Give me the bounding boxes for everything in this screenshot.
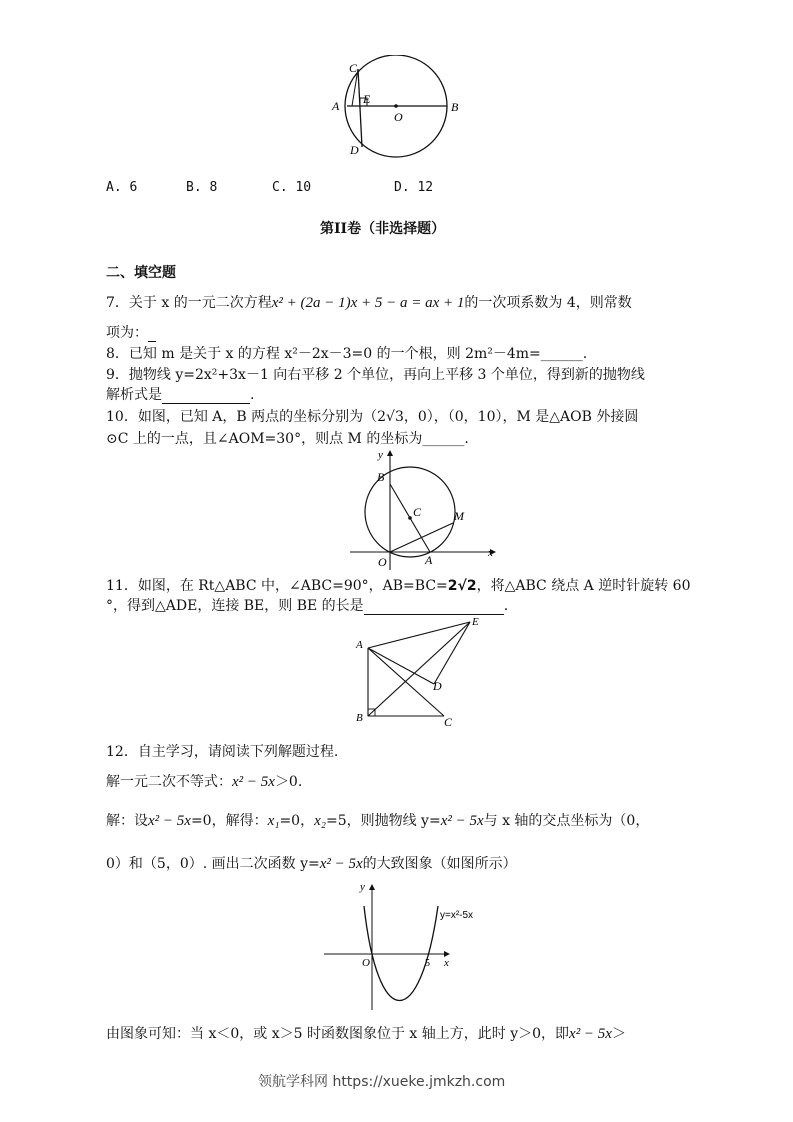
q12-l2-math4: x² − 5x: [440, 813, 484, 829]
q7-answer-blank: [148, 327, 156, 342]
q7-line2-text: 项为：: [106, 325, 148, 341]
fig4-label-o: O: [362, 957, 370, 969]
q7-post: 的一次项系数为 4，则常数: [464, 295, 632, 311]
q12-l2-math2: x₁: [267, 813, 280, 829]
choice-c: C. 10: [272, 180, 312, 195]
fig1-label-a: A: [332, 99, 340, 113]
q12-line3: [106, 855, 517, 873]
q10-line1: 10．如图，已知 A，B 两点的坐标分别为（2√3，0），（0，10），M 是△AOB 外接圆: [106, 409, 639, 425]
fig3-label-e: E: [472, 616, 479, 628]
footer-watermark: 领航学科网 https://xueke.jmkzh.com: [258, 1074, 506, 1090]
q12-l4-math: x² − 5x: [569, 1026, 612, 1042]
q12-l4-a: 由图象可知：当 x＜0，或 x＞5 时函数图象位于 x 轴上方，此时 y＞0，即: [106, 1026, 570, 1042]
part-heading: 二、填空题: [106, 265, 176, 281]
q11-line2-text: °，得到△ADE，连接 BE，则 BE 的长是: [106, 598, 364, 614]
fig4-label-equation: y=x²-5x: [440, 910, 474, 921]
fig2-label-c: C: [413, 505, 422, 519]
fig1-label-d: D: [350, 143, 359, 157]
fig2-label-m: M: [454, 509, 464, 523]
fig3-label-c: C: [444, 715, 453, 729]
q9-line1: 9．抛物线 y=2x²+3x－1 向右平移 2 个单位，再向上平移 3 个单位，得到新的抛物线: [106, 367, 645, 383]
q12-l4-b: ＞: [611, 1026, 626, 1042]
q12-l1-post: ＞0.: [274, 774, 303, 790]
q7-line2: [106, 324, 156, 342]
fig3-label-a: A: [356, 639, 363, 651]
fig1-label-b: B: [451, 100, 459, 114]
fig4-label-5: 5: [425, 958, 430, 969]
parabola-figure: [320, 880, 490, 1015]
fig2-label-a: A: [425, 553, 433, 567]
fig1-label-e: E: [363, 92, 371, 106]
q12-line1: [106, 773, 302, 791]
q12-l2-math1: x² − 5x: [148, 813, 191, 829]
q12-l1-math: x² − 5x: [232, 774, 275, 790]
q10-line2: ⊙C 上的一点，且∠AOM=30°，则点 M 的坐标为______.: [106, 431, 469, 447]
q12-l2-a: 解：设: [106, 813, 148, 829]
q12-l3-a: 0）和（5，0）. 画出二次函数 y=: [106, 856, 320, 872]
q12-l3-math: x² − 5x: [319, 856, 363, 872]
q12-l2-math3: x₂: [314, 813, 326, 829]
q11-sqrt-value: 2√2: [447, 578, 477, 594]
q11-line1a: 11．如图，在 Rt△ABC 中，∠ABC=90°，AB=BC=: [106, 578, 448, 594]
q12-line4: [106, 1025, 626, 1043]
fig2-label-o: O: [378, 555, 387, 569]
choice-a: A. 6: [106, 180, 138, 195]
q12-l3-b: 的大致图象（如图所示）: [362, 856, 517, 872]
rotated-triangle-figure: [350, 612, 490, 732]
coordinate-circle-figure: [350, 448, 500, 570]
fig2-label-b: B: [377, 470, 385, 484]
q11-line1: [106, 577, 691, 595]
fig1-label-c: C: [349, 61, 358, 75]
q7-pre: 7．关于 x 的一元二次方程: [106, 295, 272, 311]
q9-line2: 解析式是 .: [106, 387, 255, 403]
section-title: 第II卷（非选择题）: [320, 221, 446, 237]
q9-line2-text: 解析式是: [106, 387, 162, 403]
fig4-label-y: y: [360, 881, 365, 893]
choice-b: B. 8: [186, 180, 218, 195]
q12-l2-d: =5，则抛物线 y=: [325, 813, 441, 829]
q12-line2: [106, 812, 649, 830]
q8-line: 8．已知 m 是关于 x 的方程 x²－2x－3=0 的一个根，则 2m²－4m=______.: [106, 346, 588, 362]
q12-l2-c: =0，: [279, 813, 315, 829]
circle-chord-figure: [330, 55, 470, 165]
q11-line1b: ，将△ABC 绕点 A 逆时针旋转 60: [476, 578, 691, 594]
fig2-label-y: y: [378, 449, 383, 461]
fig4-label-x: x: [444, 957, 449, 969]
q7-line1: [106, 294, 632, 312]
q7-equation: x² + (2a − 1)x + 5 − a = ax + 1: [271, 295, 465, 311]
q12-l1-pre: 解一元二次不等式：: [106, 774, 232, 790]
fig2-label-x: x: [488, 547, 493, 559]
q11-line2: °，得到△ADE，连接 BE，则 BE 的长是 .: [106, 598, 509, 614]
q12-l2-b: =0，解得：: [190, 813, 268, 829]
fig3-label-b: B: [356, 712, 363, 724]
fig3-label-d: D: [433, 679, 442, 693]
choice-d: D. 12: [394, 180, 434, 195]
fig1-label-o: O: [394, 110, 403, 124]
q9-answer-blank: [162, 389, 250, 404]
q12-l2-e: 与 x 轴的交点坐标为（0，: [483, 813, 650, 829]
q12-title: 12．自主学习，请阅读下列解题过程.: [106, 744, 339, 760]
